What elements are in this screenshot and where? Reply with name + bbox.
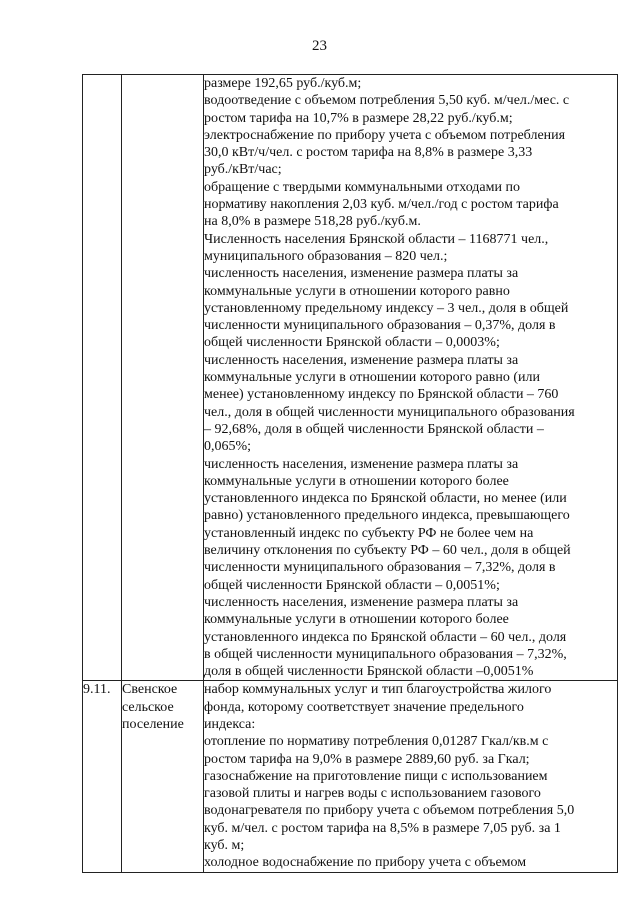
content-line: численности муниципального образования – 7,32%, доля в xyxy=(204,560,556,576)
content-line: в общей численности муниципального образования – 7,32%, xyxy=(204,646,567,662)
content-line: муниципального образования – 820 чел.; xyxy=(204,248,448,264)
municipality-name-line: поселение xyxy=(122,716,184,732)
content-line: 0,065%; xyxy=(204,439,252,455)
content-line: водоотведение с объемом потребления 5,50 куб. м/чел./мес. с xyxy=(204,93,570,109)
content-line: установленного индекса по Брянской области, но менее (или xyxy=(204,491,567,507)
content-line: доля в общей численности Брянской области –0,0051% xyxy=(204,664,534,680)
content-line: коммунальные услуги в отношении которого равно xyxy=(204,283,510,299)
table-row xyxy=(83,681,618,872)
content-line: Численность населения Брянской области – 1168771 чел., xyxy=(204,231,549,247)
municipality-name-lines xyxy=(122,681,203,733)
content-line: индекса: xyxy=(204,716,256,732)
content-line: численность населения, изменение размера платы за xyxy=(204,266,519,282)
content-line: – 92,68%, доля в общей численности Брянской области – xyxy=(204,421,544,437)
content-line: численность населения, изменение размера платы за xyxy=(204,594,519,610)
content-line: установленный индекс по субъекту РФ не более чем на xyxy=(204,525,534,541)
row-number-cell: 9.11. xyxy=(83,681,122,872)
municipality-name-cell xyxy=(122,75,204,681)
content-line: на 8,0% в размере 518,28 руб./куб.м. xyxy=(204,214,421,230)
content-line: численность населения, изменение размера платы за xyxy=(204,456,519,472)
content-line: общей численности Брянской области – 0,0003%; xyxy=(204,335,500,351)
content-line: численность населения, изменение размера платы за xyxy=(204,352,519,368)
municipality-name-line: сельское xyxy=(122,699,174,715)
page-number: 23 xyxy=(312,38,327,54)
content-line: общей численности Брянской области – 0,0051%; xyxy=(204,577,500,593)
content-line: коммунальные услуги в отношении которого равно (или xyxy=(204,370,540,386)
content-line: нормативу накопления 2,03 куб. м/чел./год с ростом тарифа xyxy=(204,197,559,213)
tariff-table xyxy=(82,74,618,873)
content-line: газоснабжение на приготовление пищи с использованием xyxy=(204,768,548,784)
content-line: холодное водоснабжение по прибору учета с объемом xyxy=(204,855,527,871)
content-line: электроснабжение по прибору учета с объемом потребления xyxy=(204,127,566,143)
content-line: установленного индекса по Брянской области – 60 чел., доля xyxy=(204,629,567,645)
content-lines xyxy=(204,75,617,680)
content-line: отопление по нормативу потребления 0,01287 Гкал/кв.м с xyxy=(204,734,549,750)
content-line: коммунальные услуги в отношении которого более xyxy=(204,612,509,628)
table-row xyxy=(83,75,618,681)
content-line: куб. м/чел. с ростом тарифа на 8,5% в размере 7,05 руб. за 1 xyxy=(204,820,561,836)
content-line: руб./кВт/час; xyxy=(204,162,282,178)
row-content-cell xyxy=(204,75,618,681)
content-line: ростом тарифа на 9,0% в размере 2889,60 руб. за Гкал; xyxy=(204,751,530,767)
content-line: чел., доля в общей численности муниципального образования xyxy=(204,404,575,420)
content-line: водонагревателя по прибору учета с объемом потребления 5,0 xyxy=(204,803,575,819)
content-line: газовой плиты и нагрев воды с использованием газового xyxy=(204,786,541,802)
content-line: величину отклонения по субъекту РФ – 60 чел., доля в общей xyxy=(204,543,571,559)
row-content-cell xyxy=(204,681,618,872)
content-line: 30,0 кВт/ч/чел. с ростом тарифа на 8,8% в размере 3,33 xyxy=(204,145,533,161)
content-line: размере 192,65 руб./куб.м; xyxy=(204,76,362,91)
content-lines xyxy=(204,681,617,871)
municipality-name-line: Свенское xyxy=(122,682,178,698)
content-line: ростом тарифа на 10,7% в размере 28,22 руб./куб.м; xyxy=(204,110,513,126)
content-line: установленному предельному индексу – 3 чел., доля в общей xyxy=(204,300,569,316)
content-line: численности муниципального образования – 0,37%, доля в xyxy=(204,318,556,334)
content-line: куб. м; xyxy=(204,838,245,854)
content-line: коммунальные услуги в отношении которого более xyxy=(204,473,509,489)
content-line: фонда, которому соответствует значение предельного xyxy=(204,699,524,715)
content-line: обращение с твердыми коммунальными отходами по xyxy=(204,179,520,195)
content-line: менее) установленному индексу по Брянской области – 760 xyxy=(204,387,559,403)
municipality-name-cell xyxy=(122,681,204,872)
content-line: равно) установленного предельного индекса, превышающего xyxy=(204,508,570,524)
content-line: набор коммунальных услуг и тип благоустройства жилого xyxy=(204,682,552,698)
row-number-cell xyxy=(83,75,122,681)
